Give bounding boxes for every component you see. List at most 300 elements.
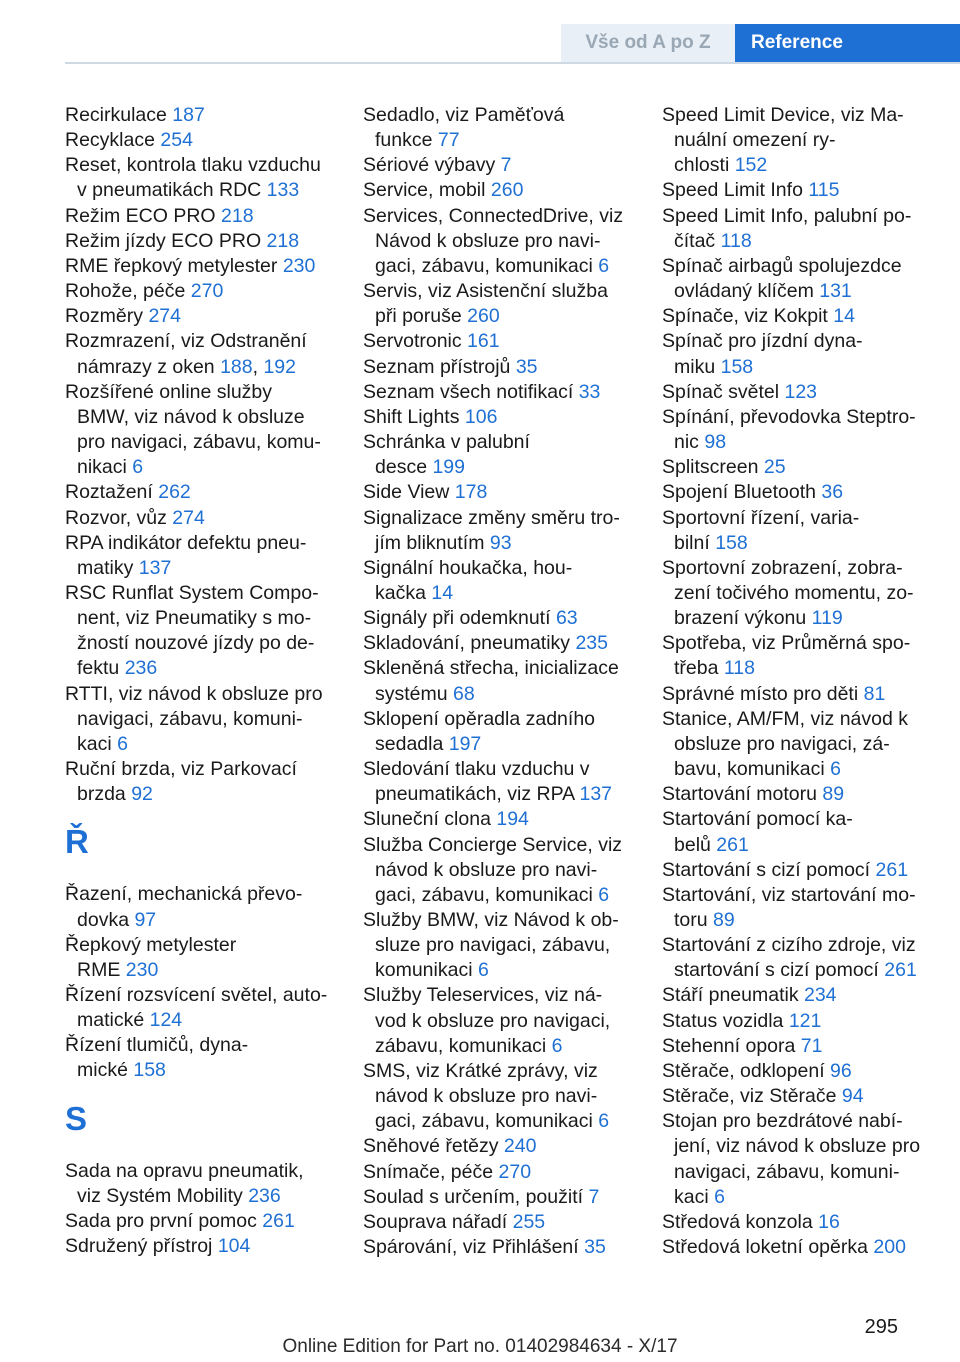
index-entry [662,807,932,857]
index-term-text: třeba [674,657,724,680]
index-term-text: funkce [375,129,438,152]
index-entry [662,1059,932,1084]
index-entry [65,1033,333,1083]
page-reference-link[interactable]: 158 [720,355,754,378]
index-term-text: Signalizace změny směru tro‐ [363,506,620,529]
index-entry [363,631,633,656]
page-reference-link[interactable]: 14 [431,581,454,604]
index-entry [662,506,932,556]
page-reference-link[interactable]: 123 [784,380,818,403]
index-term-text: Skleněná střecha, inicializace [363,657,619,680]
index-entry [662,304,932,329]
index-entry [363,480,633,505]
page-number: 295 [864,1316,898,1338]
index-term-text: Stáří pneumatik [662,984,804,1007]
index-term-text: Roztažení [65,481,159,504]
page-reference-link[interactable]: 7 [500,154,512,177]
page-reference-link[interactable]: 118 [723,657,755,680]
index-entry [363,405,633,430]
page-reference-link[interactable]: 104 [217,1235,251,1258]
index-term-text: systému [375,682,454,705]
index-term-text: Sdružený přístroj [65,1235,218,1258]
index-entry [662,983,932,1008]
page-reference-link[interactable]: 254 [160,129,193,152]
page-reference-link[interactable]: 192 [263,355,296,378]
page-reference-link[interactable]: 187 [172,104,205,126]
index-term-text: Shift Lights [363,405,465,428]
index-term-text: Splitscreen [662,456,764,479]
page-reference-link[interactable]: 200 [873,1236,906,1259]
index-term-text: Sada na opravu pneumatik, [65,1159,304,1182]
page-reference-link[interactable]: 178 [454,481,488,504]
page-reference-link[interactable]: 261 [716,833,749,856]
index-entry [662,329,932,379]
index-entry [363,1185,633,1210]
index-entry [363,606,633,631]
index-entry [363,355,633,380]
index-term-text: RME [77,958,126,981]
index-entry [363,153,633,178]
page-reference-link[interactable]: 71 [800,1034,823,1057]
page-reference-link[interactable]: 188 [220,355,253,378]
index-term-text: Služby Teleservices, viz ná‐ [363,984,603,1007]
section-tab[interactable]: Vše od A po Z [561,24,735,62]
index-entry [65,103,333,128]
footer-edition: Online Edition for Part no. 01402984634 - X/17 [282,1336,678,1357]
index-term-text: gaci, zábavu, komunikaci [375,254,599,277]
index-term-text: kačka [375,581,432,604]
page-reference-link[interactable]: 96 [830,1059,852,1082]
page-reference-link[interactable]: 115 [808,179,840,202]
index-term-text: Režim jízdy ECO PRO [65,229,267,252]
page-reference-link[interactable]: 14 [833,305,855,328]
index-term-text: Snímače, péče [363,1160,499,1183]
index-term-text: Servis, viz Asistenční služba [363,280,608,303]
index-term-text: Stojan pro bezdrátové nabí‐ [662,1110,903,1133]
page-reference-link[interactable]: 158 [715,531,748,554]
index-term-text: Režim ECO PRO [65,204,222,227]
index-entry [65,682,333,757]
index-entry [363,1134,633,1159]
index-entry [363,1059,633,1134]
index-term-text: v pneumatikách RDC [77,179,267,202]
index-column-3 [662,103,932,1260]
page-reference-link[interactable]: 6 [714,1185,725,1208]
index-term-text: komunikaci [375,959,478,982]
page-reference-link[interactable]: 89 [822,783,845,806]
page-reference-link[interactable]: 197 [448,732,482,755]
index-entry [363,807,633,832]
page-reference-link[interactable]: 6 [132,456,144,479]
index-term-text: Sériové výbavy [363,154,501,177]
index-entry [65,128,333,153]
index-term-text: pro navigaci, zábavu, komu‐ [77,431,321,454]
page-reference-link[interactable]: 236 [248,1184,281,1207]
page-reference-link[interactable]: 218 [266,229,300,252]
page-reference-link[interactable]: 6 [598,883,610,906]
index-entry [363,556,633,606]
index-term-text: bavu, komunikaci [674,758,831,781]
page-reference-link[interactable]: 230 [125,958,159,981]
index-term-text: obsluze pro navigaci, zá‐ [674,732,890,755]
index-entry [65,933,333,983]
index-entry [662,631,932,681]
index-term-text: nent, viz Pneumatiky s mo‐ [77,607,312,630]
page-reference-link[interactable]: 236 [124,657,158,680]
index-term-text: bilní [674,531,716,554]
index-term-text: Spárování, viz Přihlášení [363,1236,585,1259]
index-term-text: RME řepkový metylester [65,254,283,277]
index-term-text: Spotřeba, viz Průměrná spo‐ [662,632,911,655]
index-term-text: Seznam přístrojů [363,355,516,378]
page-reference-link[interactable]: 36 [821,481,844,504]
index-entry [363,380,633,405]
index-term-text: gaci, zábavu, komunikaci [375,1110,599,1133]
index-term-text: vod k obsluze pro navigaci, [375,1009,611,1032]
index-term-text: Spínač pro jízdní dyna‐ [662,330,863,353]
index-term-text: Stehenní opora [662,1034,801,1057]
page-reference-link[interactable]: 118 [720,229,752,252]
index-term-text: Stěrače, viz Stěrače [662,1085,842,1108]
index-term-text: Sportovní zobrazení, zobra‐ [662,556,903,579]
index-term-text: Stanice, AM/FM, viz návod k [662,707,909,730]
page-reference-link[interactable]: 274 [172,506,205,529]
index-entry [662,254,932,304]
index-entry [662,1210,932,1235]
index-term-text: Skladování, pneumatiky [363,632,576,655]
index-term-text: Schránka v palubní [363,431,530,454]
index-term-text: SMS, viz Krátké zprávy, viz [363,1059,598,1082]
index-term-text: Služby BMW, viz Návod k ob‐ [363,909,619,931]
page-reference-link[interactable]: 94 [841,1085,864,1108]
index-term-text: Seznam všech notifikací [363,380,579,403]
index-letter-heading: Ř [65,823,89,861]
index-entry [65,329,333,379]
page-reference-link[interactable]: 98 [704,431,727,454]
index-entry [65,581,333,682]
index-term-text: žností nouzové jízdy po de‐ [77,632,315,655]
page-reference-link[interactable]: 35 [515,355,538,378]
index-term-text: chlosti [674,154,735,177]
index-term-text: návod k obsluze pro navi‐ [375,1085,598,1108]
index-entry [662,455,932,480]
index-term-text: Side View [363,481,455,504]
index-term-text: fektu [77,657,125,680]
page-reference-link[interactable]: 270 [190,280,224,303]
index-term-text: Startování s cizí pomocí [662,858,876,881]
index-term-text: Sedadlo, viz Paměťová [363,104,565,126]
index-term-text: sedadla [375,732,449,755]
index-term-text: Sklopení opěradla zadního [363,707,596,730]
index-term-text: Rozvor, vůz [65,506,173,529]
index-entry [662,1109,932,1210]
index-entry [363,506,633,556]
index-term-text: ovládaný klíčem [674,280,820,303]
index-term-text: Rozšířené online služby [65,380,273,403]
index-column-2 [363,103,633,1260]
index-entry [662,883,932,933]
index-term-text: Řízení rozsvícení světel, auto‐ [65,984,328,1006]
index-term-text: Řízení tlumičů, dyna‐ [65,1034,249,1057]
index-entry [65,1209,333,1234]
index-entry [662,204,932,254]
index-term-text: , [252,355,264,378]
index-term-text: Service, mobil [363,179,491,202]
page-reference-link[interactable]: 230 [282,254,316,277]
index-term-text: Sledování tlaku vzduchu v [363,758,590,781]
index-letter-heading: S [65,1099,88,1137]
index-term-text: Správné místo pro děti [662,682,864,705]
page-reference-link[interactable]: 93 [489,531,512,554]
index-term-text: Startování pomocí ka‐ [662,808,853,831]
index-term-text: Spojení Bluetooth [662,481,822,504]
page-reference-link[interactable]: 89 [713,909,735,931]
page-reference-link[interactable]: 121 [788,1009,822,1032]
index-term-text: Spínač airbagů spolujezdce [662,254,902,277]
index-entry [65,229,333,254]
index-entry [363,329,633,354]
page-reference-link[interactable]: 124 [149,1009,183,1032]
index-entry [363,204,633,279]
index-entry [65,757,333,807]
index-entry [363,908,633,983]
index-entry [65,153,333,203]
index-term-text: matické [77,1009,150,1032]
index-term-text: RPA indikátor defektu pneu‐ [65,531,307,554]
index-entry [662,103,932,178]
page-reference-link[interactable]: 33 [578,380,601,403]
page-reference-link[interactable]: 68 [453,682,475,705]
page-reference-link[interactable]: 6 [830,758,841,781]
index-entry [363,707,633,757]
index-term-text: jím bliknutím [375,531,490,554]
index-term-text: Startování, viz startování mo‐ [662,883,916,906]
index-term-text: startování s cizí pomocí [674,959,885,982]
page-reference-link[interactable]: 6 [598,254,610,277]
index-term-text: Speed Limit Device, viz Ma‐ [662,104,904,126]
index-term-text: mické [77,1059,134,1082]
index-entry [662,682,932,707]
page-reference-link[interactable]: 152 [734,154,768,177]
page-reference-link[interactable]: 194 [496,808,529,831]
index-term-text: navigaci, zábavu, komuni‐ [77,707,303,730]
page-reference-link[interactable]: 6 [551,1034,563,1057]
page-reference-link[interactable]: 235 [575,632,608,655]
index-entry [662,178,932,203]
index-term-text: Rohože, péče [65,280,191,303]
index-entry [65,506,333,531]
index-term-text: Návod k obsluze pro navi‐ [375,229,601,252]
index-entry [363,430,633,480]
index-term-text: brazení výkonu [674,607,812,630]
page-reference-link[interactable]: 35 [584,1236,606,1259]
index-term-text: Services, ConnectedDrive, viz [363,204,624,227]
index-entry [65,204,333,229]
index-entry [363,1235,633,1260]
index-entry [65,480,333,505]
page-reference-link[interactable]: 97 [134,908,157,931]
index-entry [662,1009,932,1034]
index-entry [65,1159,333,1209]
index-term-text: čítač [674,229,721,252]
page-reference-link[interactable]: 218 [221,204,254,227]
index-entry [363,1160,633,1185]
page-reference-link[interactable]: 261 [884,959,917,982]
page-reference-link[interactable]: 92 [131,783,153,806]
index-term-text: Ruční brzda, viz Parkovací [65,758,297,781]
index-term-text: Řazení, mechanická převo‐ [65,883,303,906]
index-column-1 [65,103,333,1259]
index-term-text: zení točivého momentu, zo‐ [674,581,914,604]
page-reference-link[interactable]: 255 [512,1210,546,1233]
index-entry [65,882,333,932]
index-term-text: návod k obsluze pro navi‐ [375,858,598,881]
index-entry [662,933,932,983]
index-term-text: Status vozidla [662,1009,789,1032]
page-reference-link[interactable]: 77 [437,129,460,152]
page-reference-link[interactable]: 261 [262,1209,295,1232]
index-term-text: Sada pro první pomoc [65,1209,263,1232]
index-entry [65,983,333,1033]
index-term-text: Startování motoru [662,783,823,806]
index-entry [363,757,633,807]
index-term-text: viz Systém Mobility [77,1184,249,1207]
index-entry [662,1235,932,1260]
index-entry [662,707,932,782]
index-term-text: BMW, viz návod k obsluze [77,405,305,428]
index-term-text: Středová konzola [662,1210,819,1233]
index-term-text: desce [375,456,433,479]
index-entry [662,480,932,505]
index-term-text: toru [674,909,714,931]
page-reference-link[interactable]: 6 [117,732,128,755]
index-term-text: Stěrače, odklopení [662,1059,831,1082]
page-reference-link[interactable]: 274 [148,305,181,328]
index-term-text: nic [674,431,705,454]
index-entry [662,380,932,405]
index-entry [662,556,932,631]
index-entry [363,1210,633,1235]
index-entry [662,405,932,455]
index-term-text: RSC Runflat System Compo‐ [65,581,319,604]
index-entry [662,1084,932,1109]
page-reference-link[interactable]: 158 [133,1059,166,1082]
index-entry [65,279,333,304]
index-entry [662,858,932,883]
index-entry [363,103,633,153]
index-term-text: Spínače, viz Kokpit [662,305,834,328]
index-entry [65,1234,333,1259]
index-term-text: Reset, kontrola tlaku vzduchu [65,154,321,177]
header-divider [65,62,960,64]
page-reference-link[interactable]: 81 [863,682,886,705]
page-reference-link[interactable]: 261 [875,858,909,881]
index-term-text: Rozmrazení, viz Odstranění [65,330,307,353]
page-reference-link[interactable]: 262 [158,481,191,504]
page-reference-link[interactable]: 119 [811,607,843,630]
index-term-text: sluze pro navigaci, zábavu, [375,934,611,957]
index-term-text: Rozměry [65,305,149,328]
index-term-text: zábavu, komunikaci [375,1034,552,1057]
index-term-text: matiky [77,556,139,579]
index-term-text: Signální houkačka, hou‐ [363,556,573,579]
index-term-text: jení, viz návod k obsluze pro [674,1135,921,1158]
index-term-text: kaci [77,732,118,755]
index-term-text: Sněhové řetězy [363,1135,504,1158]
index-entry [65,531,333,581]
page-reference-link[interactable]: 161 [467,330,500,353]
index-term-text: navigaci, zábavu, komuni‐ [674,1160,900,1183]
page-reference-link[interactable]: 137 [579,783,613,806]
index-entry [363,178,633,203]
index-term-text: belů [674,833,717,856]
page-header [561,24,960,62]
page-reference-link[interactable]: 260 [467,305,500,328]
index-entry [662,1034,932,1059]
page-reference-link[interactable]: 131 [819,280,852,303]
page-reference-link[interactable]: 6 [598,1110,610,1133]
index-term-text: námrazy z oken [77,355,221,378]
page-reference-link[interactable]: 240 [503,1135,537,1158]
index-term-text: Souprava nářadí [363,1210,513,1233]
page-reference-link[interactable]: 270 [498,1160,532,1183]
index-term-text: dovka [77,908,135,931]
index-term-text: Signály při odemknutí [363,607,556,630]
index-term-text: RTTI, viz návod k obsluze pro [65,682,323,705]
index-term-text: Spínač světel [662,380,785,403]
index-term-text: nikaci [77,456,133,479]
index-term-text: Recirkulace [65,104,173,126]
page-reference-link[interactable]: 16 [818,1210,840,1233]
index-entry [65,254,333,279]
page-reference-link[interactable]: 260 [490,179,524,202]
index-entry [65,304,333,329]
index-term-text: brzda [77,783,132,806]
index-term-text: kaci [674,1185,715,1208]
index-term-text: Startování z cizího zdroje, viz [662,934,916,957]
index-term-text: Speed Limit Info, palubní po‐ [662,204,912,227]
index-term-text: Sluneční clona [363,808,497,831]
index-term-text: miku [674,355,721,378]
index-entry [65,380,333,481]
page-reference-link[interactable]: 7 [588,1185,600,1208]
page-reference-link[interactable]: 25 [763,456,786,479]
index-term-text: při poruše [375,305,468,328]
index-term-text: Servotronic [363,330,468,353]
page-reference-link[interactable]: 133 [266,179,300,202]
index-term-text: Spínání, převodovka Steptro‐ [662,405,916,428]
index-term-text: Služba Concierge Service, viz [363,833,623,856]
chapter-tab[interactable]: Reference [735,24,960,62]
page-reference-link[interactable]: 106 [464,405,498,428]
index-entry [363,279,633,329]
page-reference-link[interactable]: 234 [803,984,837,1007]
page-reference-link[interactable]: 199 [432,456,465,479]
index-entry [363,833,633,908]
index-term-text: pneumatikách, viz RPA [375,783,580,806]
index-term-text: Středová loketní opěrka [662,1236,874,1259]
index-term-text: Sportovní řízení, varia‐ [662,506,860,529]
page-reference-link[interactable]: 63 [555,607,578,630]
index-entry [363,656,633,706]
index-term-text: Recyklace [65,129,161,152]
index-term-text: nuální omezení ry‐ [674,129,836,152]
page-reference-link[interactable]: 137 [138,556,172,579]
index-term-text: Soulad s určením, použití [363,1185,589,1208]
index-term-text: Řepkový metylester [65,933,237,956]
index-term-text: gaci, zábavu, komunikaci [375,883,599,906]
page-reference-link[interactable]: 6 [477,959,489,982]
